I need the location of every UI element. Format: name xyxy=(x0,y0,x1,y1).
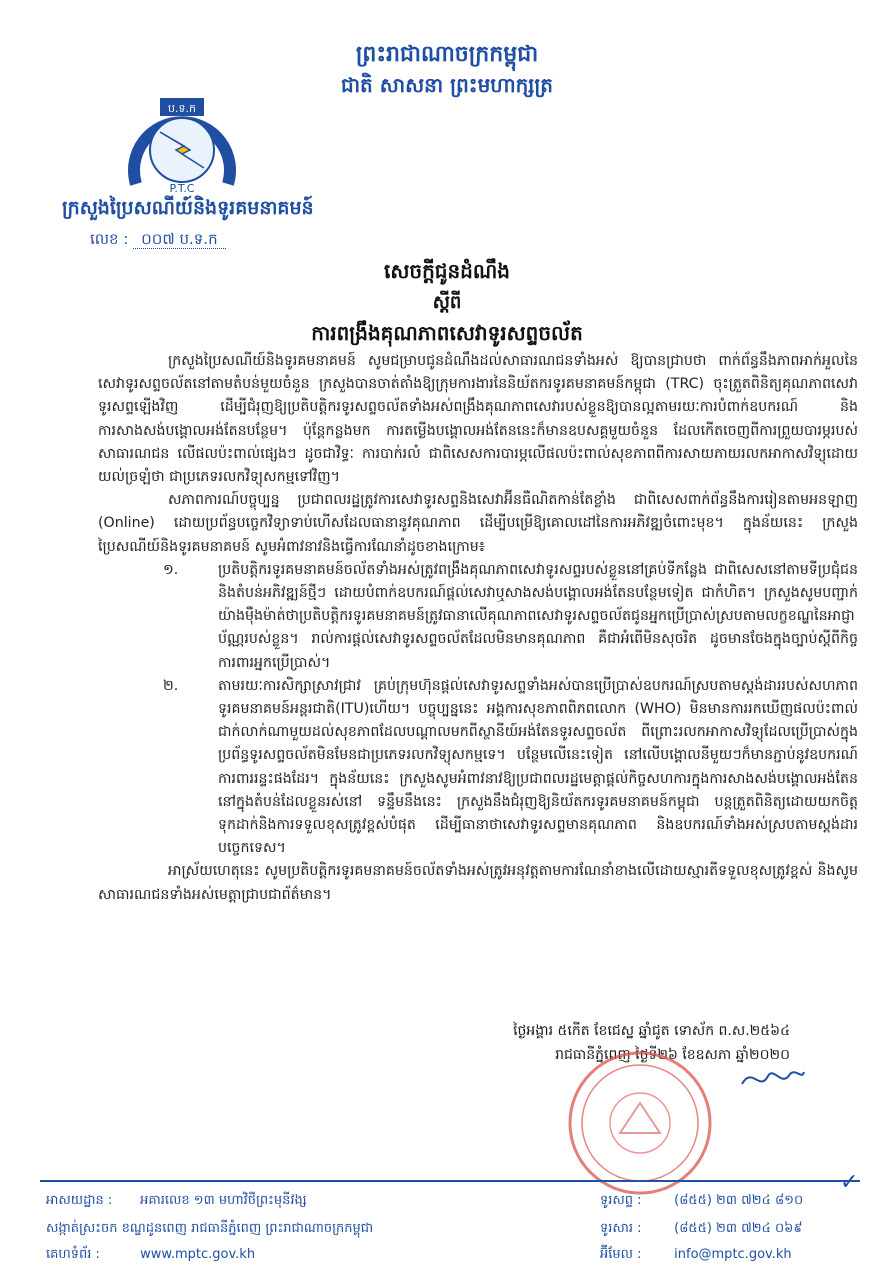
phone-label: ទូរសព្ទ : xyxy=(600,1193,642,1208)
reference-number xyxy=(90,230,226,252)
solar-date: រាជធានីភ្នំពេញ ថ្ងៃទី២៦ ខែឧសភា ឆ្នាំ២០២០ xyxy=(555,1047,790,1063)
email-label: អ៊ីមែល : xyxy=(600,1247,642,1262)
ministry-logo xyxy=(122,92,242,202)
initials-mark: ✓ xyxy=(840,1170,859,1195)
website-link[interactable]: www.mptc.gov.kh xyxy=(140,1247,256,1262)
list-item-text: តាមរយៈការសិក្សាស្រាវជ្រាវ គ្រប់ក្រុមហ៊ុនផ្តល់សេវាទូរសព្ទទាំងអស់បានប្រើប្រាស់ឧបករណ៍ស្របតាមស្តង់ដាររបស់សហភាពទូរគមនាគមន៍អន្តរជាតិ(ITU)ហើយ។ បច្ចុប្បន្ននេះ អង្គការសុខភាពពិភពលោក (WHO) មិនមានការរកឃើញផលប៉ះពាល់ជាក់លាក់ណាមួយដល់សុខភាពដែលបណ្តាលមកពីស្ថានីយ៍អង់តែនទូរសព្ទចល័ត ពីព្រោះរលកអាកាសវិទ្យុដែលប្រើប្រាស់ក្នុងប្រព័ន្ធទូរសព្ទចល័តមិនមែនជាប្រភេទរលកវិទ្យុសកម្មទេ។ បន្ថែមលើនេះទៀត នៅលើបង្គោលនីមួយៗក៏មានភ្ជាប់នូវឧបករណ៍ការពាររន្ទះផងដែរ។ ក្នុងន័យនេះ ក្រសួងសូមអំពាវនាវឱ្យប្រជាពលរដ្ឋមេត្តាផ្តល់កិច្ចសហការក្នុងការសាងសង់បង្គោលអង់តែននៅក្នុងតំបន់ដែលខ្លួនរស់នៅ ទន្ទឹមនឹងនេះ ក្រសួងនឹងជំរុញឱ្យនិយ័តករទូរគមនាគមន៍កម្ពុជា បន្តត្រួតពិនិត្យដោយយកចិត្តទុកដាក់និងការទទួលខុសត្រូវខ្ពស់បំផុត ដើម្បីធានាថាសេវាទូរសព្ទមានគុណភាព និងឧបករណ៍ទាំងអស់ស្របតាមស្តង់ដារបច្ចេកទេស។ xyxy=(218,677,858,857)
notice-subject: ការពង្រឹងគុណភាពសេវាទូរសព្ទចល័ត xyxy=(311,321,583,345)
address-value: អគារលេខ ១៣ មហាវិថីព្រះមុនីវង្ស xyxy=(140,1193,307,1208)
list-item-text: ប្រតិបត្តិករទូរគមនាគមន៍ចល័តទាំងអស់ត្រូវពង្រឹងគុណភាពសេវាទូរសព្ទរបស់ខ្លួននៅគ្រប់ទីកន្លែង ជាពិសេសនៅតាមទីប្រជុំជន និងតំបន់អភិវឌ្ឍន៍ថ្មីៗ ដោយបំពាក់ឧបករណ៍ផ្តល់សេវាឬសាងសង់បង្គោលអង់តែនបន្ថែមទៀត ជាកំហិត។ ក្រសួងសូមបញ្ជាក់យ៉ាងម៉ឺងម៉ាត់ថាប្រតិបត្តិករទូរគមនាគមន៍ត្រូវធានាលើគុណភាពសេវាទូរសព្ទចល័តជូនអ្នកប្រើប្រាស់ស្របតាមលក្ខខណ្ឌនៃអាជ្ញាប័ណ្ណរបស់ខ្លួន។ រាល់ការផ្តល់សេវាទូរសព្ទចល័តដែលមិនមានគុណភាព គឺជាអំពើមិនសុចរិត ដូចមានចែងក្នុងច្បាប់ស្តីពីកិច្ចការពារអ្នកប្រើប្រាស់។ xyxy=(218,561,858,671)
district-value: សង្កាត់ស្រះចក ខណ្ឌដូនពេញ រាជធានីភ្នំពេញ ព្រះរាជាណាចក្រកម្ពុជា xyxy=(46,1221,374,1236)
footer-email xyxy=(600,1246,792,1265)
footer-phone xyxy=(600,1192,803,1211)
notice-body xyxy=(98,350,858,907)
address-label: អាសយដ្ឋាន : xyxy=(46,1193,113,1208)
reference-value: ០០៧ ប.ទ.ក xyxy=(133,230,225,249)
footer-fax xyxy=(600,1220,803,1239)
phone-value: (៨៥៥) ២៣ ៧២៤ ៨១០ xyxy=(674,1193,804,1208)
website-label: គេហទំព័រ : xyxy=(46,1247,100,1262)
notice-about: ស្តីពី xyxy=(432,292,462,313)
footer-district xyxy=(46,1220,373,1239)
paragraph-conclusion: អាស្រ័យហេតុនេះ សូមប្រតិបត្តិករទូរគមនាគមន៍ចល័តទាំងអស់ត្រូវអនុវត្តតាមការណែនាំខាងលើដោយស្មារតីទទួលខុសត្រូវខ្ពស់ និងសូមសាធារណជនទាំងអស់មេត្តាជ្រាបជាព័ត៌មាន។ xyxy=(98,863,858,903)
paragraph-situation: សភាពការណ៍បច្ចុប្បន្ន ប្រជាពលរដ្ឋត្រូវការសេវាទូរសព្ទនិងសេវាអ៊ីនធឺណិតកាន់តែខ្លាំង ជាពិសេសពាក់ព័ន្ធនឹងការរៀនតាមអនឡាញ (Online) ដោយប្រព័ន្ធបច្ចេកវិទ្យាទាប់ហើសដែលធានានូវគុណភាព ដើម្បីបម្រើឱ្យគោលដៅនៃការអភិវឌ្ឍចំពោះមុខ។ ក្នុងន័យនេះ ក្រសួងប្រៃសណីយ៍និងទូរគមនាគមន៍ សូមអំពាវនាវនិងធ្វើការណែនាំដូចខាងក្រោម៖ xyxy=(98,492,858,555)
email-link[interactable]: info@mptc.gov.kh xyxy=(674,1247,792,1262)
fax-label: ទូរសារ : xyxy=(600,1221,642,1236)
fax-value: (៨៥៥) ២៣ ៧២៤ ០៦៩ xyxy=(674,1221,803,1236)
header-motto: ជាតិ សាសនា ព្រះមហាក្សត្រ xyxy=(341,73,553,97)
footer-divider xyxy=(40,1180,860,1182)
instruction-list xyxy=(163,559,858,861)
header-kingdom: ព្រះរាជាណាចក្រកម្ពុជា xyxy=(355,42,539,67)
official-seal xyxy=(552,1045,727,1195)
footer-address xyxy=(46,1192,307,1211)
list-item xyxy=(163,559,858,675)
paragraph-intro: ក្រសួងប្រៃសណីយ៍និងទូរគមនាគមន៍ សូមជម្រាបជូនដំណឹងដល់សាធារណជនទាំងអស់ ឱ្យបានជ្រាបថា ពាក់ព័ន្ធនឹងភាពអាក់អួលនៃសេវាទូរសព្ទចល័តនៅតាមតំបន់មួយចំនួន ក្រសួងបានចាត់តាំងឱ្យក្រុមការងារនៃនិយ័តករទូរគមនាគមន៍កម្ពុជា (TRC) ចុះត្រួតពិនិត្យគុណភាពសេវាទូរសព្ទឡើងវិញ ដើម្បីជំរុញឱ្យប្រតិបត្តិករទូរសព្ទចល័តទាំងអស់ពង្រឹងគុណភាពសេវារបស់ខ្លួនឱ្យបានល្អតាមរយៈការបំពាក់ឧបករណ៍ និងការសាងសង់បង្គោលអង់តែនបន្ថែម។ ប៉ុន្តែកន្លងមក ការតម្លើងបង្គោលអង់តែននេះក៏មានឧបសគ្គមួយចំនួន ដែលកើតចេញពីការព្រួយបារម្ភរបស់សាធារណជន លើផលប៉ះពាល់ផ្សេងៗ ដូចជាវិទ្ធៈ ការបាក់រលំ ជាពិសេសការបារម្ភលើផលប៉ះពាល់សុខភាពពីការសាយភាយរលកអាកាសវិទ្យុដោយយល់ច្រឡំថា ជាប្រភេទរលកវិទ្យុសកម្មទៅវិញ។ xyxy=(98,353,858,486)
ministry-name: ក្រសួងប្រៃសណីយ៍និងទូរគមនាគមន៍ xyxy=(62,197,314,219)
list-item-number: ២. xyxy=(163,677,179,694)
signature xyxy=(738,1062,808,1094)
logo-bottom-text: P.T.C xyxy=(169,182,195,195)
footer-website xyxy=(46,1246,255,1265)
reference-label: លេខ : xyxy=(90,230,129,248)
lunar-date: ថ្ងៃអង្គារ ៥កើត ខែជេស្ឋ ឆ្នាំជូត ទោស័ក ព.ស.២៥៦៤ xyxy=(513,1023,790,1039)
logo-top-text: ប.ទ.ក xyxy=(168,102,196,115)
notice-title: សេចក្តីជូនដំណឹង xyxy=(384,259,510,283)
list-item xyxy=(163,675,858,861)
list-item-number: ១. xyxy=(163,561,179,578)
